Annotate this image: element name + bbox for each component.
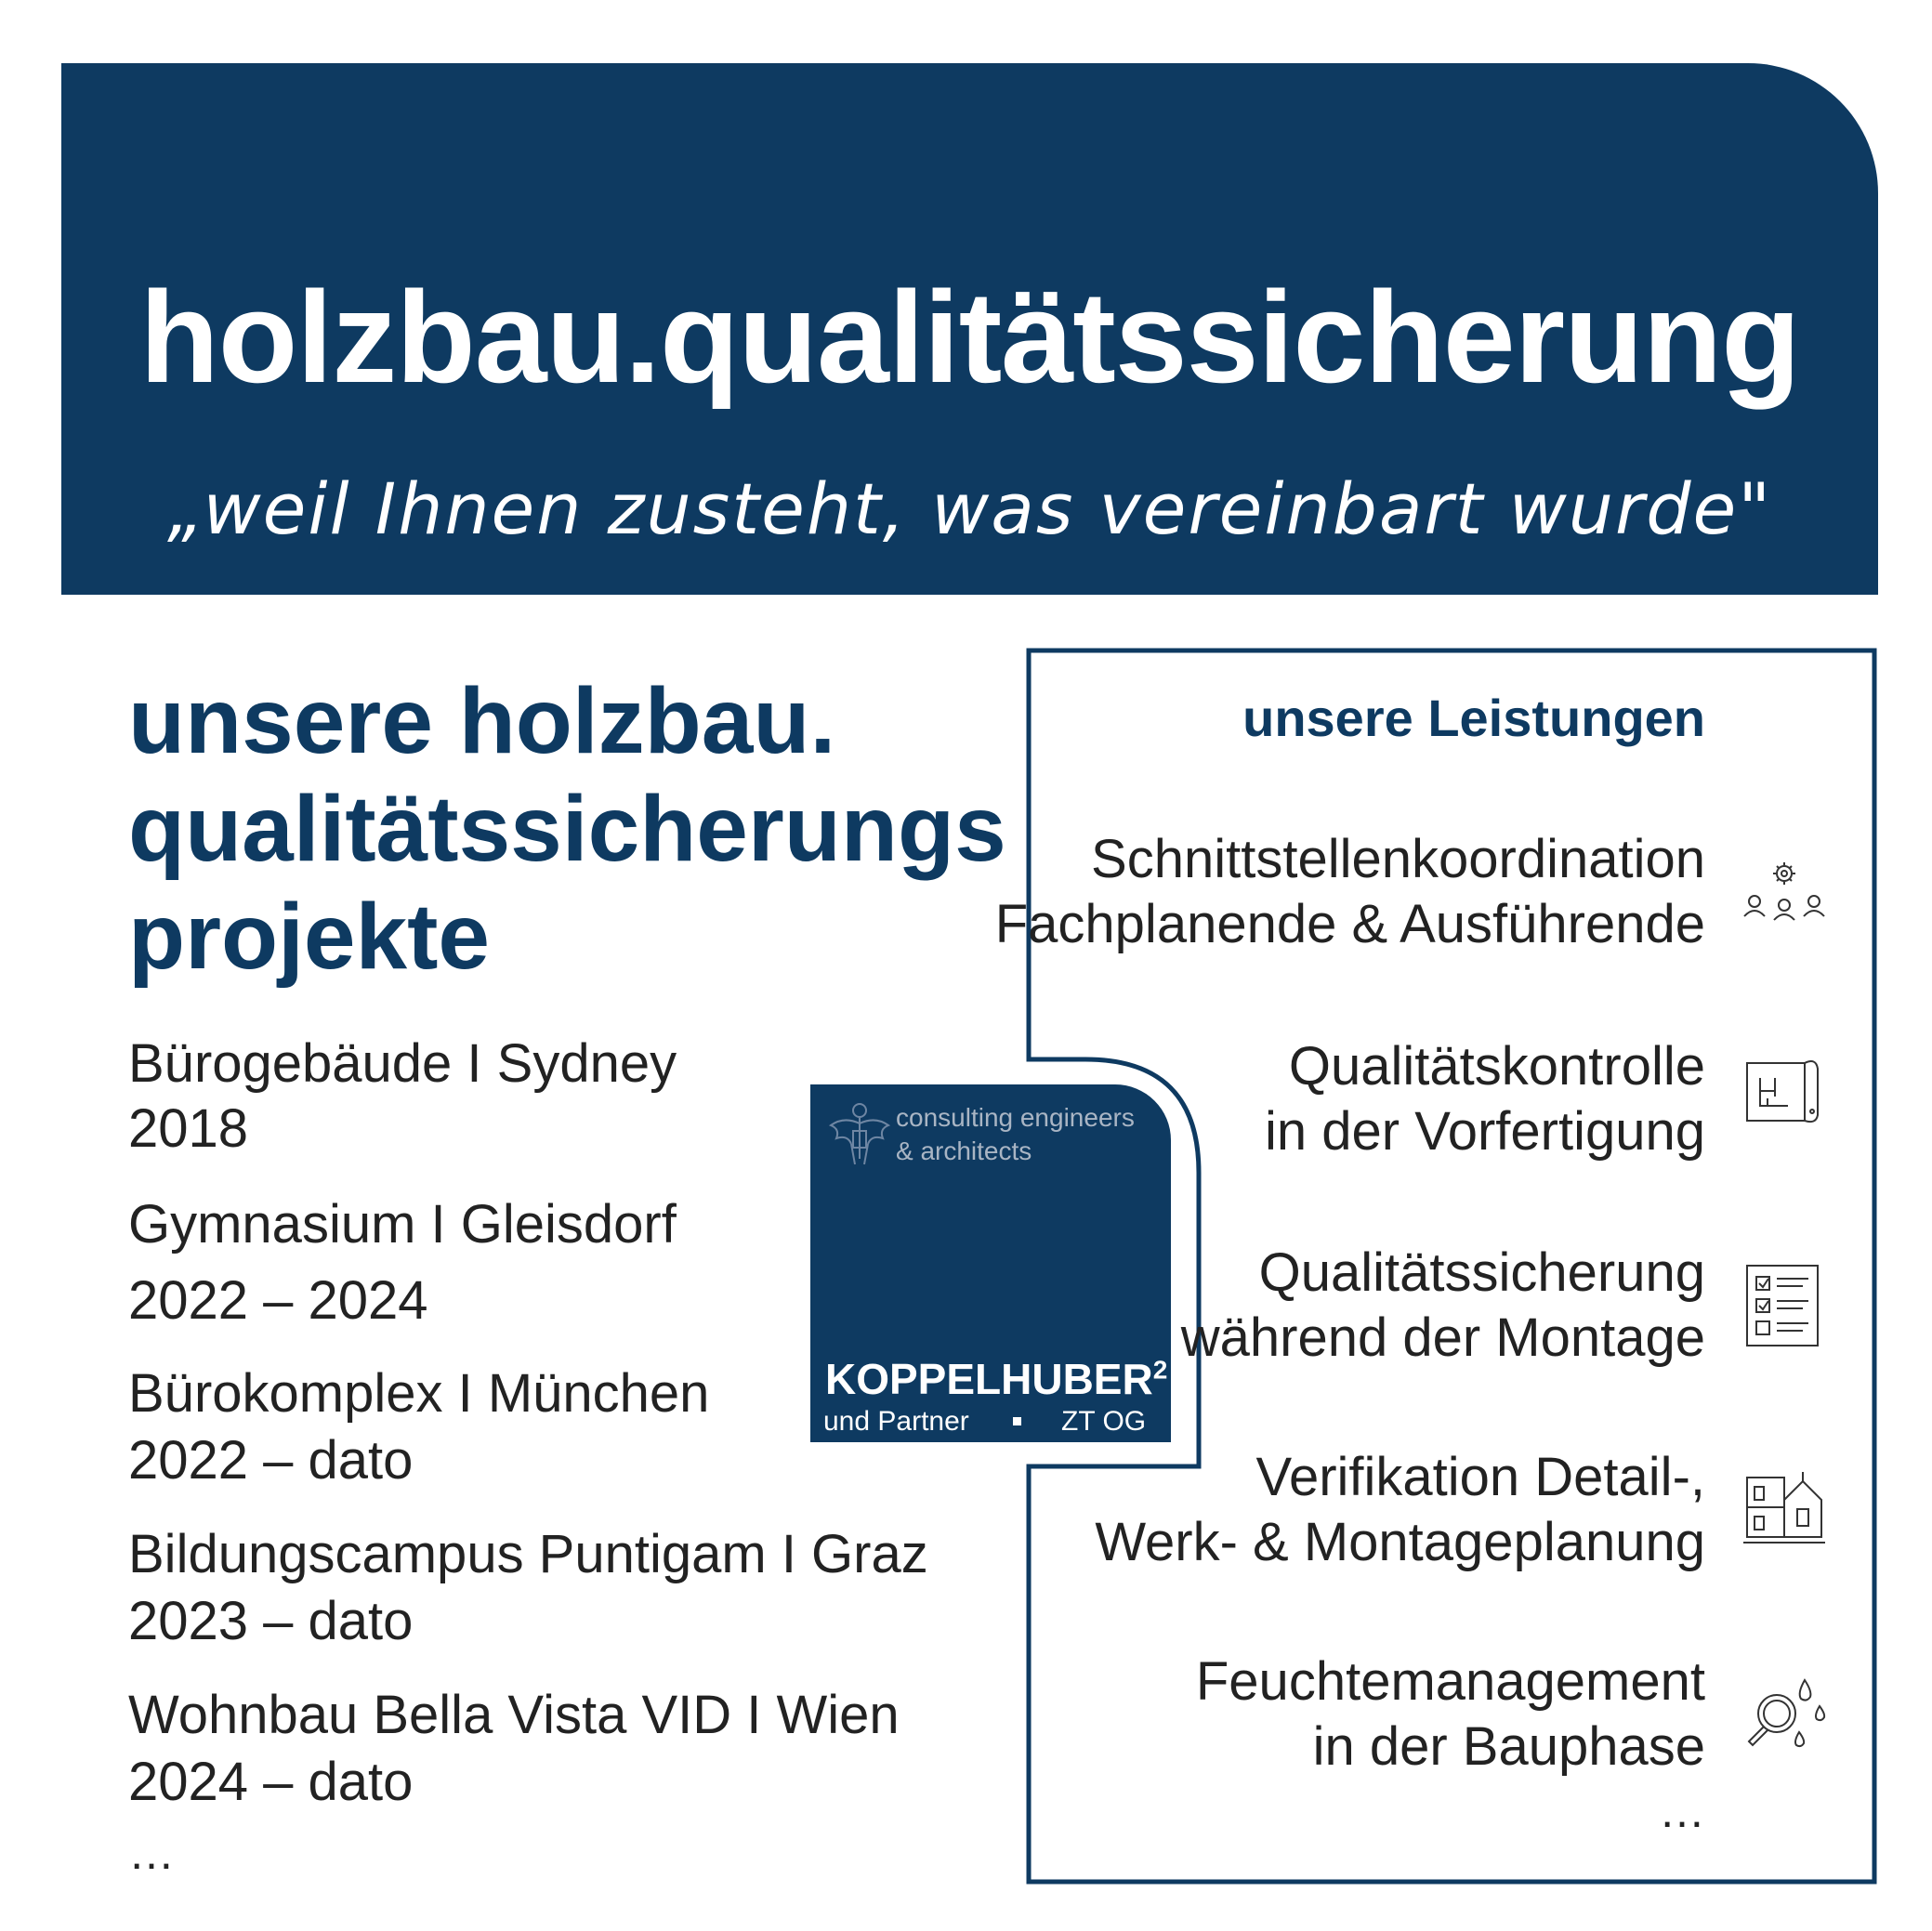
logo-subtitle-line: & architects — [896, 1136, 1032, 1165]
service-line: Verifikation Detail-, — [1255, 1447, 1705, 1507]
logo-subtitle-line: consulting engineers — [896, 1103, 1135, 1132]
project-years: 2022 – 2024 — [128, 1270, 428, 1331]
project-name: Bürogebäude I Sydney — [128, 1033, 677, 1094]
service-line: Qualitätssicherung — [1258, 1242, 1705, 1303]
banner-tagline: „weil Ihnen zusteht, was vereinbart wurde" — [166, 467, 1773, 550]
project-years: 2018 — [128, 1098, 249, 1159]
service-line: Feuchtemanagement — [1195, 1651, 1705, 1712]
service-line: Schnittstellenkoordination — [1091, 829, 1705, 889]
logo-partner: und Partner — [823, 1406, 969, 1437]
project-years: 2024 – dato — [128, 1752, 414, 1812]
service-item — [1095, 1445, 1705, 1575]
projects-heading — [128, 667, 1006, 991]
eagle-emblem-icon — [827, 1097, 892, 1168]
banner-title: holzbau.qualitätssicherung — [139, 264, 1800, 410]
team-gear-icon — [1741, 855, 1827, 940]
service-line: Werk- & Montageplanung — [1095, 1512, 1705, 1572]
company-logo — [810, 1084, 1171, 1442]
logo-subtitle — [896, 1101, 1135, 1168]
service-line: Fachplanende & Ausführende — [994, 894, 1705, 954]
header-banner — [61, 63, 1878, 595]
building-plan-icon — [1741, 1468, 1827, 1554]
service-item — [1181, 1241, 1705, 1371]
checklist-icon — [1741, 1262, 1827, 1347]
logo-superscript: 2 — [1152, 1355, 1168, 1385]
logo-separator-dot — [1013, 1417, 1021, 1425]
service-item — [1196, 1649, 1705, 1780]
service-item — [1265, 1034, 1705, 1164]
logo-suffix: ZT OG — [1061, 1406, 1147, 1437]
logo-name-text: KOPPELHUBER — [825, 1355, 1153, 1403]
project-name: Wohnbau Bella Vista VID I Wien — [128, 1685, 900, 1745]
blueprint-icon — [1741, 1050, 1827, 1136]
projects-heading-line: unsere holzbau. — [128, 669, 836, 773]
services-ellipsis: … — [1659, 1785, 1705, 1837]
logo-company-name — [825, 1354, 1167, 1404]
service-item — [995, 827, 1705, 957]
service-line: in der Bauphase — [1312, 1716, 1705, 1777]
project-years: 2022 – dato — [128, 1430, 414, 1491]
project-years: 2023 – dato — [128, 1591, 414, 1651]
projects-ellipsis: … — [128, 1827, 175, 1879]
service-line: während der Montage — [1180, 1307, 1705, 1368]
projects-heading-line: qualitätssicherungs — [128, 777, 1006, 881]
moisture-magnifier-icon — [1741, 1673, 1827, 1758]
projects-heading-line: projekte — [128, 885, 491, 989]
project-name: Bürokomplex I München — [128, 1363, 710, 1424]
service-line: Qualitätskontrolle — [1288, 1036, 1705, 1097]
service-line: in der Vorfertigung — [1265, 1101, 1705, 1162]
project-name: Bildungscampus Puntigam I Graz — [128, 1524, 928, 1584]
project-name: Gymnasium I Gleisdorf — [128, 1194, 677, 1254]
services-heading: unsere Leistungen — [1242, 689, 1705, 747]
